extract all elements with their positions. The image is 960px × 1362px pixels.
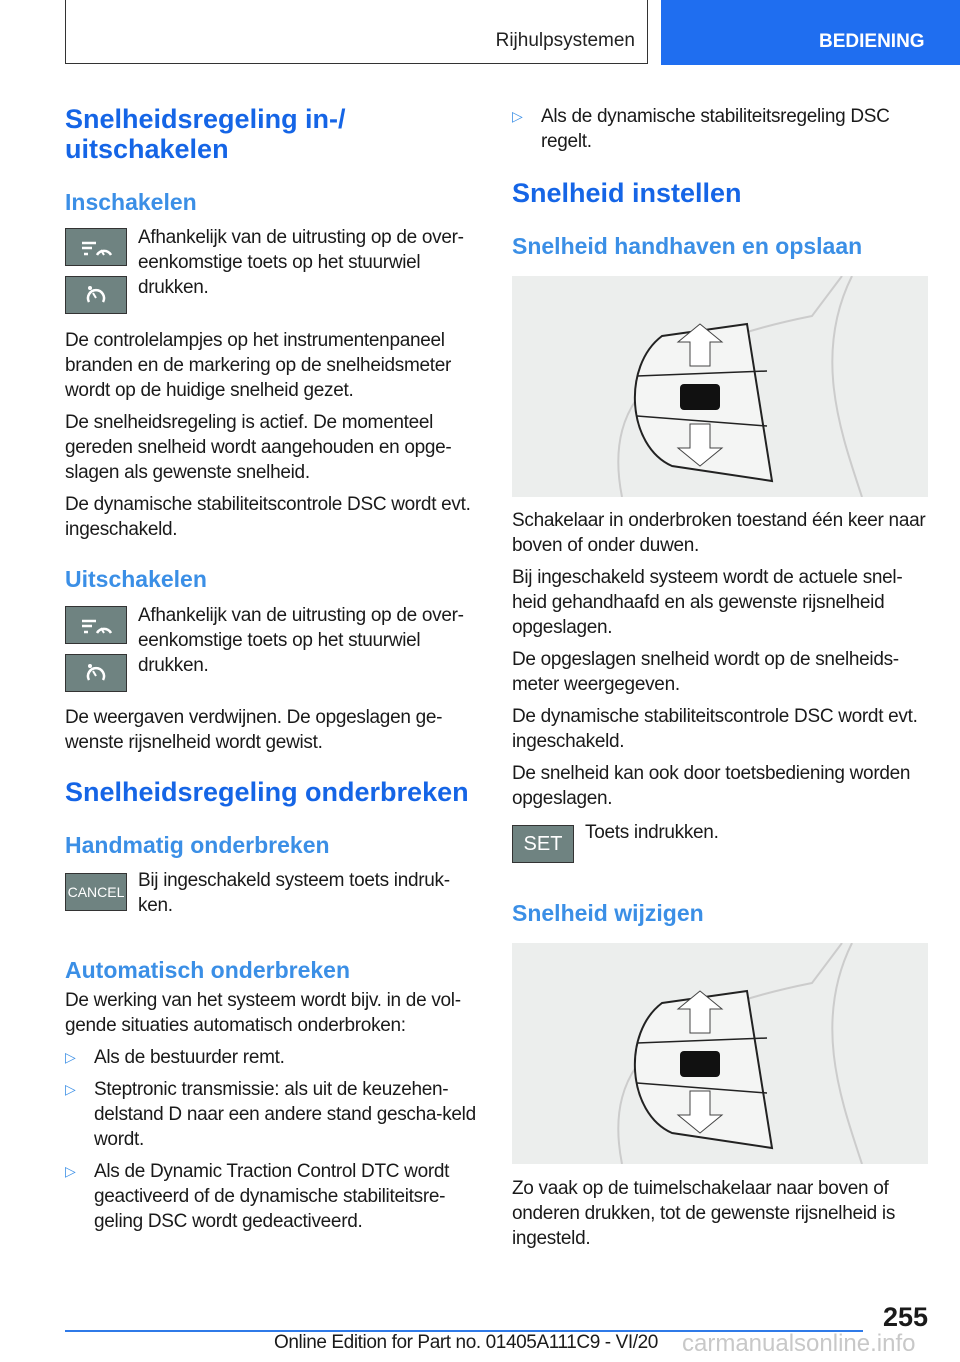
- watermark: carmanualsonline.info: [682, 1330, 916, 1357]
- cruise-control-button-icon: [65, 606, 127, 644]
- paragraph: De werking van het systeem wordt bijv. in de vol-gende situaties automatisch onderbroken:: [65, 990, 461, 1036]
- handmatig-instruction: Bij ingeschakeld systeem toets indruk-ken.: [138, 870, 450, 916]
- uitschakelen-instruction: Afhankelijk van de uitrusting op de over-eenkomstige toets op het stuurwiel drukken.: [138, 605, 464, 676]
- left-column: [65, 104, 481, 1234]
- paragraph: De dynamische stabiliteitscontrole DSC wordt evt. ingeschakeld.: [512, 706, 918, 752]
- bullet-marker-icon: ▷: [512, 108, 523, 124]
- heading-onderbreken: Snelheidsregeling onderbreken: [65, 777, 469, 807]
- bullet-text: Steptronic transmissie: als uit de keuzehen-delstand D naar een andere stand gescha-keld wordt.: [94, 1079, 476, 1150]
- list-item: [512, 104, 928, 154]
- paragraph: Zo vaak op de tuimelschakelaar naar boven of onderen drukken, tot de gewenste rijsnelheid is ingesteld.: [512, 1178, 896, 1249]
- heading-uitschakelen: Uitschakelen: [65, 566, 207, 592]
- cancel-button-icon: CANCEL: [65, 873, 127, 911]
- heading-snelheid-instellen: Snelheid instellen: [512, 178, 742, 208]
- paragraph: Schakelaar in onderbroken toestand één keer naar boven of onder duwen.: [512, 510, 926, 556]
- bullet-marker-icon: ▷: [65, 1049, 76, 1065]
- cruise-control-button-icon: [65, 228, 127, 266]
- set-button-icon: SET: [512, 825, 574, 863]
- bullet-text: Als de dynamische stabiliteitsregeling DSC regelt.: [541, 106, 890, 152]
- paragraph: De controlelampjes op het instrumentenpaneel branden en de markering op de snelheidsmeter wordt op de huidige snelheid gezet.: [65, 330, 452, 401]
- heading-automatisch: Automatisch onderbreken: [65, 957, 350, 983]
- right-column: [512, 104, 928, 1251]
- paragraph: De opgeslagen snelheid wordt op de snelheids-meter weergegeven.: [512, 649, 899, 695]
- speed-limiter-button-icon: [65, 654, 127, 692]
- steering-wheel-rocker-image: [512, 943, 928, 1164]
- bullet-text: Als de Dynamic Traction Control DTC wordt geactiveerd of de dynamische stabiliteitsre-geling DSC wordt gedeactiveerd.: [94, 1161, 450, 1232]
- paragraph: Bij ingeschakeld systeem wordt de actuele snel-heid gehandhaafd en als gewenste rijsnelheid opgeslagen.: [512, 567, 903, 638]
- header-section-box: [65, 0, 648, 64]
- bullet-marker-icon: ▷: [65, 1081, 76, 1097]
- paragraph: De weergaven verdwijnen. De opgeslagen ge-wenste rijsnelheid wordt gewist.: [65, 707, 443, 753]
- set-instruction: Toets indrukken.: [585, 822, 719, 843]
- page-number: 255: [882, 1302, 928, 1332]
- heading-in-uitschakelen: Snelheidsregeling in-/ uitschakelen: [65, 104, 346, 164]
- bullet-text: Als de bestuurder remt.: [94, 1047, 285, 1068]
- footer-edition: Online Edition for Part no. 01405A111C9 - VI/20: [274, 1332, 658, 1353]
- list-item: [65, 1159, 481, 1234]
- list-item: [65, 1077, 481, 1152]
- paragraph: De snelheid kan ook door toetsbediening worden opgeslagen.: [512, 763, 911, 809]
- inschakelen-instruction: Afhankelijk van de uitrusting op de over-eenkomstige toets op het stuurwiel drukken.: [138, 227, 464, 298]
- heading-snelheid-wijzigen: Snelheid wijzigen: [512, 900, 704, 926]
- header-tab-bediening[interactable]: BEDIENING: [661, 0, 960, 65]
- speed-limiter-button-icon: [65, 276, 127, 314]
- paragraph: De snelheidsregeling is actief. De momenteel gereden snelheid wordt aangehouden en opge-slagen als gewenste snelheid.: [65, 412, 452, 483]
- heading-inschakelen: Inschakelen: [65, 189, 197, 215]
- header-section-title: Rijhulpsystemen: [495, 30, 635, 51]
- heading-handhaven-opslaan: Snelheid handhaven en opslaan: [512, 233, 863, 259]
- heading-handmatig: Handmatig onderbreken: [65, 832, 330, 858]
- list-item: [65, 1045, 481, 1070]
- paragraph: De dynamische stabiliteitscontrole DSC wordt evt. ingeschakeld.: [65, 494, 471, 540]
- bullet-marker-icon: ▷: [65, 1163, 76, 1179]
- steering-wheel-switch-image: [512, 276, 928, 497]
